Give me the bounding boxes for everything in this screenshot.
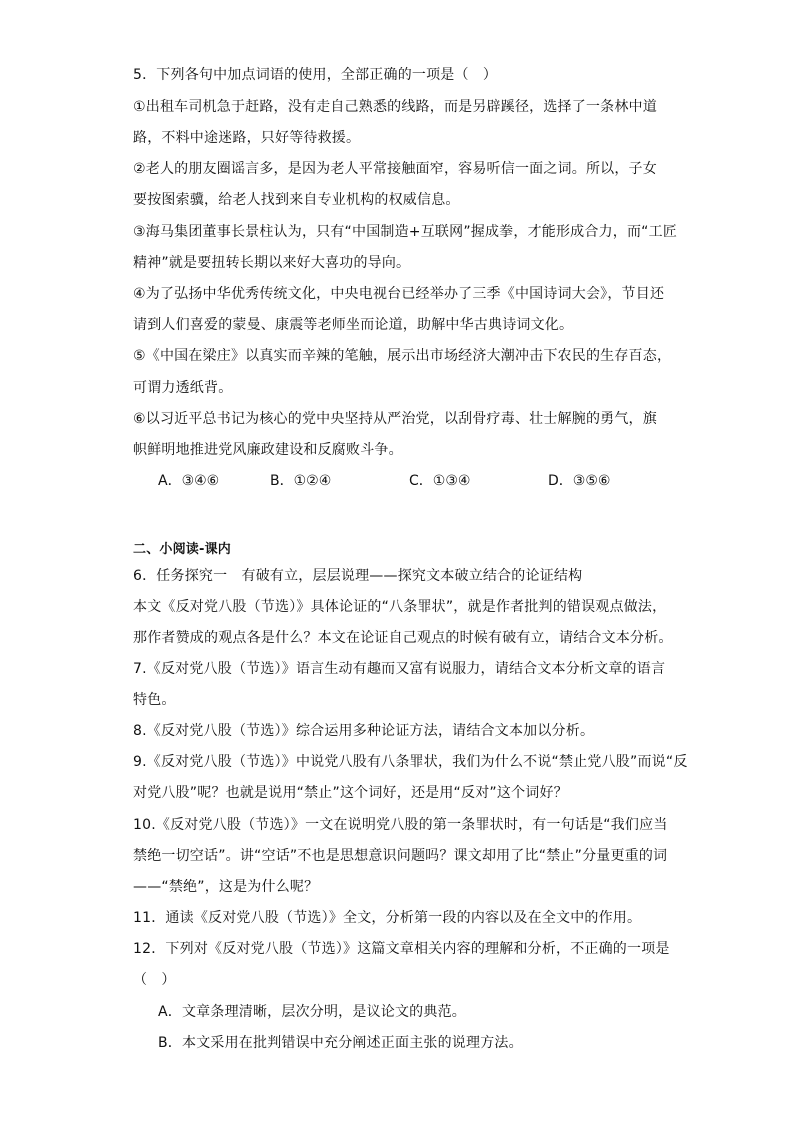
q5-item-line: 路，不料中途迷路，只好等待救援。 [133,130,361,146]
q5-item-line: ①出租车司机急于赶路，没有走自己熟悉的线路，而是另辟蹊径，选择了一条林中道 [133,99,657,115]
q9-line: 9.《反对党八股（节选）》中说党八股有八条罪状，我们为什么不说“禁止党八股”而说“反 [133,754,688,770]
q5-item-line: ③海马集团董事长景柱认为，只有“中国制造+互联网”握成拳，才能形成合力，而“工匠 [133,224,678,240]
q7-line: 特色。 [133,692,176,708]
q5-option-c[interactable]: C．①③④ [409,473,471,489]
q5-item-line: ④为了弘扬中华优秀传统文化，中央电视台已经举办了三季《中国诗词大会》，节目还 [133,286,665,302]
q10-line: 禁绝一切空话”。讲“空话”不也是思想意识问题吗？课文却用了比“禁止”分量更重的词 [133,848,668,864]
q11-line: 11．通读《反对党八股（节选）》全文，分析第一段的内容以及在全文中的作用。 [133,910,642,926]
q5-item-line: 要按图索骥，给老人找到来自专业机构的权威信息。 [133,192,460,208]
q10-line: ——“禁绝”，这是为什么呢？ [133,879,319,895]
q12-line: （ ） [133,972,176,988]
q6-line: 那作者赞成的观点各是什么？本文在论证自己观点的时候有破有立，请结合文本分析。 [133,630,673,646]
q8-line: 8.《反对党八股（节选）》综合运用多种论证方法，请结合文本加以分析。 [133,723,595,739]
q5-item-line: 请到人们喜爱的蒙曼、康震等老师坐而论道，助解中华古典诗词文化。 [133,317,574,333]
q7-line: 7.《反对党八股（节选）》语言生动有趣而又富有说服力，请结合文本分析文章的语言 [133,661,666,677]
q5-item-line: 可谓力透纸背。 [133,380,233,396]
q6-line: 6．任务探究一 有破有立，层层说理——探究文本破立结合的论证结构 [133,568,583,584]
q5-item-line: 帜鲜明地推进党风廉政建设和反腐败斗争。 [133,442,403,458]
q5-option-a[interactable]: A．③④⑥ [158,473,220,489]
q5-item-line: ⑤《中国在梁庄》以真实而辛辣的笔触，展示出市场经济大潮冲击下农民的生存百态， [133,348,672,364]
q5-item-line: 精神”就是要扭转长期以来好大喜功的导向。 [133,255,411,271]
q12-line: 12．下列对《反对党八股（节选）》这篇文章相关内容的理解和分析，不正确的一项是 [133,941,670,957]
q5-stem: 5．下列各句中加点词语的使用，全部正确的一项是（ ） [133,67,498,83]
q12-choice-b[interactable]: B．本文采用在批判错误中充分阐述正面主张的说理方法。 [158,1035,523,1051]
q10-line: 10.《反对党八股（节选）》一文在说明党八股的第一条罪状时，有一句话是“我们应当 [133,817,668,833]
q5-item-line: ②老人的朋友圈谣言多，是因为老人平常接触面窄，容易听信一面之词。所以，子女 [133,161,657,177]
q6-line: 本文《反对党八股（节选）》具体论证的“八条罪状”，就是作者批判的错误观点做法， [133,599,667,615]
q5-option-d[interactable]: D．③⑤⑥ [548,473,611,489]
q5-item-line: ⑥以习近平总书记为核心的党中央坚持从严治党，以刮骨疗毒、壮士解腕的勇气，旗 [133,411,657,427]
q12-choice-a[interactable]: A．文章条理清晰，层次分明，是议论文的典范。 [158,1004,466,1020]
q9-line: 对党八股”呢？也就是说用“禁止”这个词好，还是用“反对”这个词好？ [133,785,568,801]
q5-option-b[interactable]: B．①②④ [270,473,332,489]
section-heading: 二、小阅读-课内 [133,542,231,557]
